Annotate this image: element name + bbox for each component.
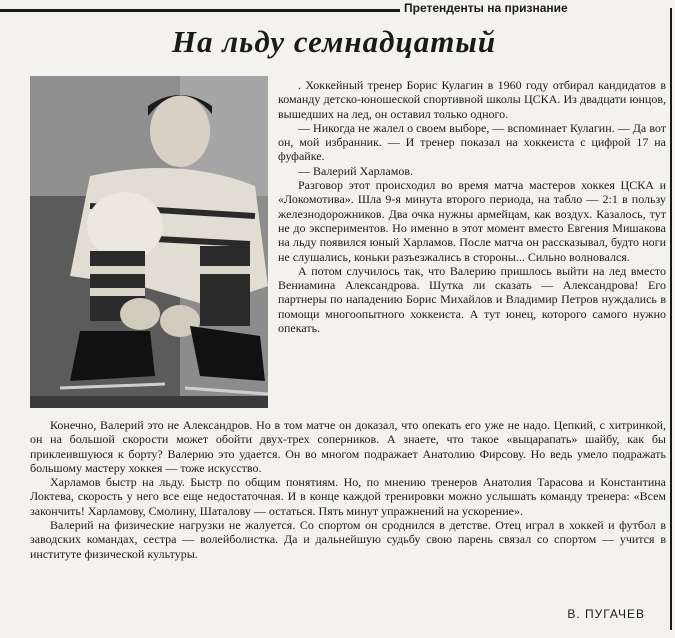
right-rule: [670, 8, 672, 630]
paragraph: . Хоккейный тренер Борис Кулагин в 1960 году отбирал кандидатов в команду детско-юношеской спортивной школы ЦСКА. Из двадцати юнцов, вышедших на лед, он оставил только одного.: [278, 78, 666, 121]
paragraph: А потом случилось так, что Валерию пришлось выйти на лед вместо Вениамина Александрова. Шутка ли сказать — Александрова! Его партнеры по нападению Борис Михайлов и Владимир Петров нуждались в помощи многоопытного хоккеиста. А тут юнец, которого самого нужно опекать.: [278, 263, 666, 336]
headline: На льду семнадцатый: [171, 24, 497, 59]
paragraph: — Никогда не жалел о своем выборе, — вспоминает Кулагин. — Да вот он, мой избранник. — И тренер показал на хоккеиста с цифрой 17 на фуфайке.: [278, 120, 666, 164]
hockey-player-photo: [30, 76, 268, 408]
paragraph: — Валерий Харламов.: [298, 163, 414, 178]
paragraph: Разговор этот происходил во время матча мастеров хоккея ЦСКА и «Локомотива». Шла 9-я минута второго периода, на табло — 2:1 в пользу железнодорожников. Два очка нужны армейцам, как воздух. Казалось, тут не до экспериментов. Но именно в этот момент вместо Евгения Мишакова на льду появился юный Харламов. После матча он рассказывал, будто ноги не слушались, коньки разъезжались в стороны... Сильно волновался.: [278, 178, 666, 264]
rubric: Претенденты на признание: [404, 1, 568, 15]
article-column: [278, 78, 666, 335]
article-full-width: [30, 418, 666, 561]
rubric-rule: [0, 9, 400, 12]
paragraph: Конечно, Валерий это не Александров. Но в том матче он доказал, что опекать его уже не надо. Цепкий, с хитринкой, он на большой скорости может обойти двух-трех соперников. А знаете, что такое «выцарапать» шайбу, как бы приклеившуюся к борту? Валерию это удается. Он во многом подражает Анатолию Фирсову. Но ведь умело подражать большому мастеру хоккея — тоже искусство.: [30, 418, 666, 475]
hockey-player-illustration: [30, 76, 268, 408]
paragraph: Валерий на физические нагрузки не жалуется. Со спортом он сроднился в детстве. Отец играл в хоккей и футбол в заводских командах, сестра — волейболистка. Да и дальнейшую судьбу свою парень связал со спортом — учится в институте физической культуры.: [30, 518, 666, 561]
paragraph: Харламов быстр на льду. Быстр по общим понятиям. Но, по мнению тренеров Анатолия Тарасова и Константина Локтева, скорость у него все еще недостаточная. И в конце каждой тренировки можно услышать команду тренера: «Всем закончить! Харламову, Смолину, Шаталову — остаться. Пять минут упражнений на ускорение».: [30, 475, 666, 518]
author-signature: В. ПУГАЧЕВ: [567, 607, 645, 621]
